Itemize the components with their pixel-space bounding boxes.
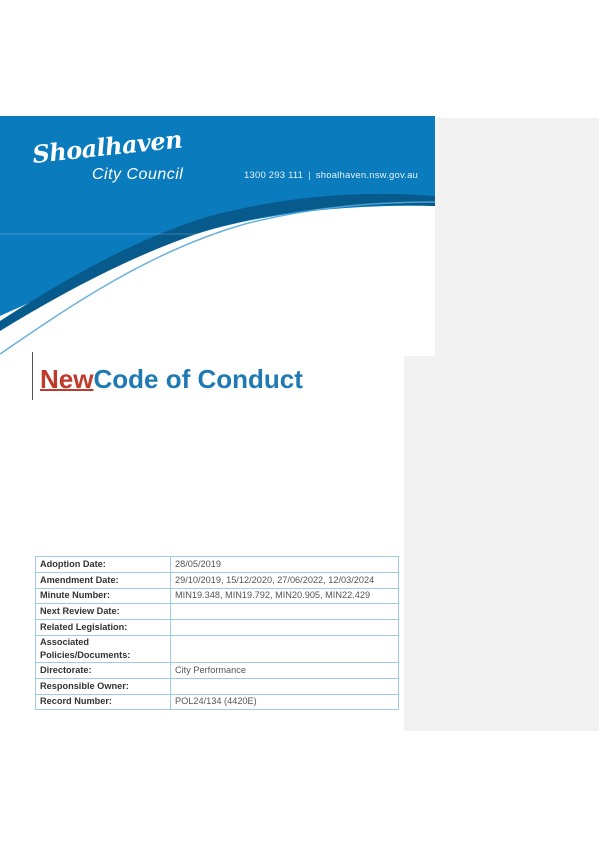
- title-text: Code of Conduct: [93, 364, 303, 394]
- row-label: Amendment Date:: [36, 572, 171, 588]
- row-value: [171, 678, 399, 694]
- track-change-bar: [32, 352, 33, 400]
- contact-line: [244, 170, 418, 181]
- row-value: [171, 620, 399, 636]
- logo-subtitle: City Council: [92, 166, 184, 183]
- contact-separator: |: [308, 170, 311, 181]
- row-label: Directorate:: [36, 662, 171, 678]
- row-label: Minute Number:: [36, 588, 171, 604]
- row-value: 29/10/2019, 15/12/2020, 27/06/2022, 12/03/2024: [171, 572, 399, 588]
- logo-wordmark: Shoalhaven: [30, 124, 184, 169]
- table-row: [36, 694, 399, 710]
- table-row: [36, 662, 399, 678]
- comment-pane-top: [435, 118, 599, 356]
- row-label: Record Number:: [36, 694, 171, 710]
- row-value: [171, 604, 399, 620]
- phone-number: 1300 293 111: [244, 170, 304, 181]
- table-row: [36, 557, 399, 573]
- document-details-table: [35, 556, 399, 710]
- row-label: Next Review Date:: [36, 604, 171, 620]
- table-row: [36, 604, 399, 620]
- table-row: [36, 620, 399, 636]
- table-row: [36, 588, 399, 604]
- row-label: Associated Policies/Documents:: [36, 635, 171, 662]
- table-row: [36, 572, 399, 588]
- row-value: [171, 635, 399, 662]
- row-label: Responsible Owner:: [36, 678, 171, 694]
- inserted-text[interactable]: New: [40, 364, 94, 394]
- table-row: [36, 678, 399, 694]
- row-value: MIN19.348, MIN19.792, MIN20.905, MIN22.429: [171, 588, 399, 604]
- row-label: Adoption Date:: [36, 557, 171, 573]
- row-value: City Performance: [171, 662, 399, 678]
- document-title: [40, 364, 303, 395]
- table-row: [36, 635, 399, 662]
- row-value: 28/05/2019: [171, 557, 399, 573]
- row-label: Related Legislation:: [36, 620, 171, 636]
- comment-pane: [404, 356, 599, 731]
- council-logo: [30, 124, 190, 190]
- website-link[interactable]: shoalhaven.nsw.gov.au: [315, 170, 419, 181]
- row-value: POL24/134 (4420E): [171, 694, 399, 710]
